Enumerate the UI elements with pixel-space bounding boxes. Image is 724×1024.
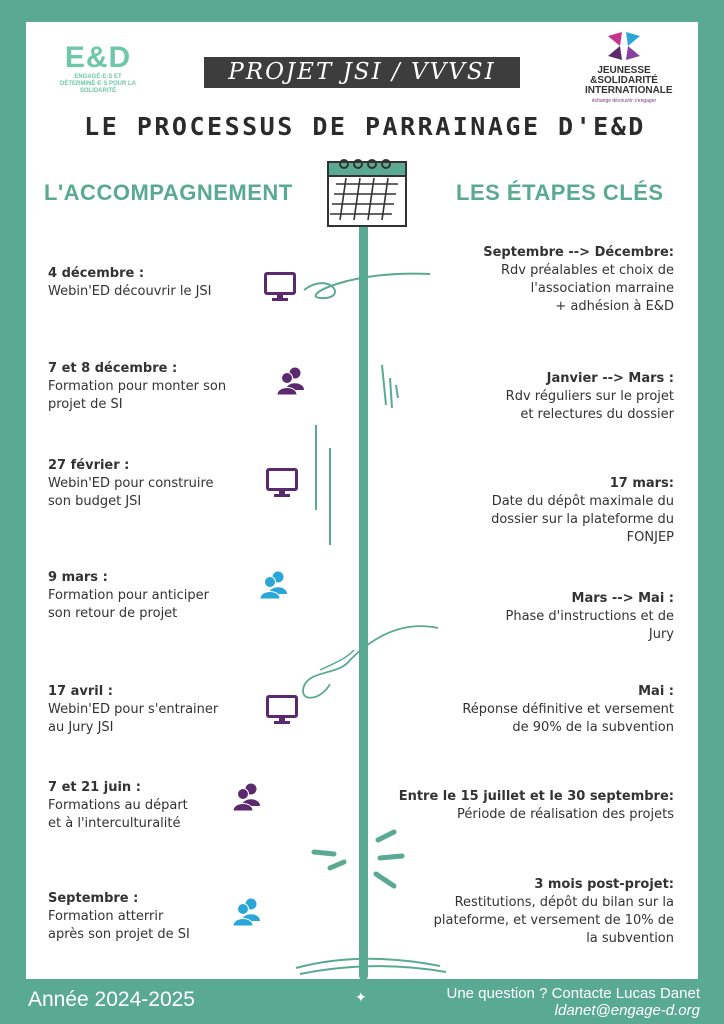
left-item-text: après son projet de SI	[48, 927, 190, 942]
jsi-logo-line1: JEUNESSE	[597, 65, 651, 76]
jsi-logo-line3: INTERNATIONALE	[585, 85, 673, 96]
right-item-text: + adhésion à E&D	[555, 299, 674, 314]
right-item-date: Septembre --> Décembre:	[483, 245, 674, 260]
right-item-5	[462, 683, 674, 737]
right-item-7	[434, 876, 674, 948]
monitor-icon	[266, 468, 298, 498]
footer-contact	[447, 985, 701, 1019]
right-item-date: Mai :	[638, 684, 674, 699]
left-heading: L'ACCOMPAGNEMENT	[44, 180, 293, 205]
ed-logo-subtitle: ENGAGÉ·E·S ET DÉTERMINÉ·E·S POUR LA SOLIDARITÉ	[59, 74, 136, 94]
right-item-date: Entre le 15 juillet et le 30 septembre:	[398, 789, 674, 804]
right-item-text: la subvention	[586, 931, 674, 946]
left-item-date: 17 avril :	[48, 684, 113, 699]
right-item-text: Période de réalisation des projets	[457, 807, 674, 822]
left-item-text: Formation pour anticiper	[48, 588, 209, 603]
ed-logo	[58, 42, 138, 95]
left-item-2	[48, 360, 226, 414]
left-item-text: son retour de projet	[48, 606, 178, 621]
right-item-text: Rdv préalables et choix de	[501, 263, 674, 278]
left-item-date: 7 et 8 décembre :	[48, 361, 178, 376]
left-item-text: son budget JSI	[48, 494, 142, 509]
left-item-text: Webin'ED découvrir le JSI	[48, 284, 212, 299]
footer-email-link[interactable]: ldanet@engage-d.org	[554, 1002, 700, 1019]
left-item-7	[48, 890, 190, 944]
left-item-5	[48, 683, 218, 737]
left-item-text: et à l'interculturalité	[48, 816, 181, 831]
monitor-icon	[266, 695, 298, 725]
left-item-text: Webin'ED pour construire	[48, 476, 214, 491]
right-item-text: plateforme, et versement de 10% de	[433, 913, 674, 928]
right-item-text: Restitutions, dépôt du bilan sur la	[454, 895, 674, 910]
ed-logo-title: E&D	[64, 41, 132, 74]
right-item-text: Date du dépôt maximale du	[491, 494, 674, 509]
people-icon	[277, 366, 305, 396]
people-icon	[233, 782, 261, 812]
right-item-6	[399, 788, 674, 824]
left-item-text: Formation atterrir	[48, 909, 164, 924]
right-item-2	[506, 370, 674, 424]
left-item-6	[48, 779, 188, 833]
right-item-text: Phase d'instructions et de	[505, 609, 674, 624]
people-icon	[260, 570, 288, 600]
right-item-text: de 90% de la subvention	[512, 720, 674, 735]
right-item-text: Réponse définitive et versement	[462, 702, 674, 717]
right-item-date: 3 mois post-projet:	[534, 877, 674, 892]
right-item-date: Janvier --> Mars :	[546, 371, 674, 386]
right-item-4	[505, 590, 674, 644]
left-item-1	[48, 265, 212, 301]
right-item-date: 17 mars:	[609, 476, 674, 491]
right-item-text: FONJEP	[626, 530, 674, 545]
footer-question: Une question ? Contacte Lucas Danet	[446, 985, 700, 1002]
left-item-date: 4 décembre :	[48, 266, 145, 281]
right-item-text: Rdv réguliers sur le projet	[505, 389, 674, 404]
jsi-logo-tagline: échange découvrir s'engager	[591, 98, 657, 104]
right-item-text: Jury	[648, 627, 674, 642]
right-item-3	[491, 475, 674, 547]
right-item-text: et relectures du dossier	[520, 407, 674, 422]
right-item-date: Mars --> Mai :	[571, 591, 674, 606]
left-item-3	[48, 457, 214, 511]
left-item-text: au Jury JSI	[48, 720, 114, 735]
project-label: PROJET JSI / VVVSI	[204, 57, 520, 88]
page-title: LE PROCESSUS DE PARRAINAGE D'E&D	[84, 112, 646, 141]
left-item-date: 7 et 21 juin :	[48, 780, 141, 795]
sparkle-icon: ✦	[355, 990, 367, 1006]
left-item-text: Webin'ED pour s'entrainer	[48, 702, 219, 717]
timeline-graphic	[290, 150, 450, 985]
left-item-date: 27 février :	[48, 458, 130, 473]
right-item-1	[483, 244, 674, 316]
monitor-icon	[264, 272, 296, 302]
right-item-text: dossier sur la plateforme du	[491, 512, 674, 527]
left-item-4	[48, 569, 209, 623]
jsi-logo-mark	[604, 30, 644, 62]
left-item-date: Septembre :	[48, 891, 139, 906]
jsi-logo-line2: &SOLIDARITÉ	[590, 75, 658, 86]
people-icon	[233, 897, 261, 927]
footer-year: Année 2024-2025	[28, 988, 195, 1011]
left-item-text: Formations au départ	[48, 798, 188, 813]
jsi-logo	[585, 30, 673, 104]
left-item-date: 9 mars :	[48, 570, 108, 585]
right-heading: LES ÉTAPES CLÉS	[456, 180, 664, 205]
right-item-text: l'association marraine	[530, 281, 674, 296]
left-item-text: projet de SI	[48, 397, 123, 412]
left-item-text: Formation pour monter son	[48, 379, 227, 394]
